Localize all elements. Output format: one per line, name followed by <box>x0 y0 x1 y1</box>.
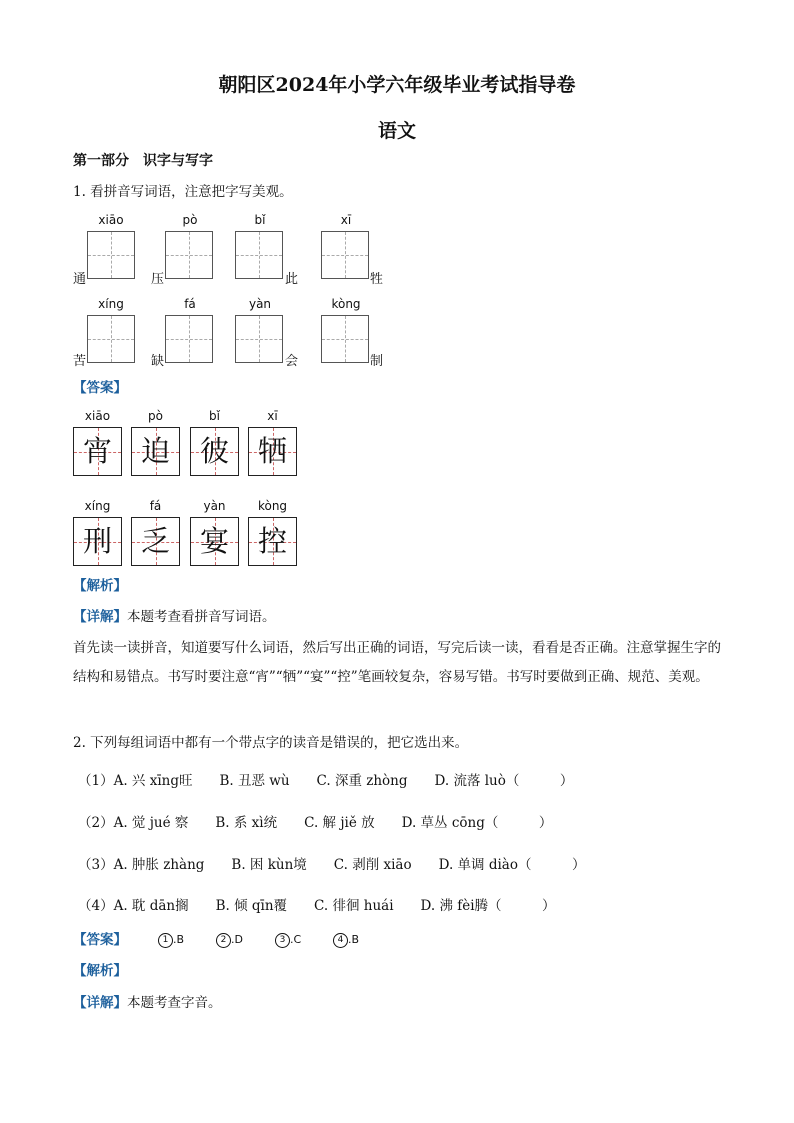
answer-value: .C <box>290 933 302 946</box>
circled-number: 3 <box>275 933 290 948</box>
q2-answer-line <box>73 931 127 949</box>
pinyin-label: bǐ <box>254 213 266 227</box>
answer-char: 彼 <box>199 434 229 468</box>
answer-item <box>158 933 184 948</box>
answer-char: 牺 <box>257 434 287 468</box>
answer-label: 【答案】 <box>73 380 127 396</box>
pinyin-label: yàn <box>248 297 272 311</box>
writing-grid[interactable] <box>165 231 213 279</box>
detail-line <box>73 608 276 626</box>
choice-line: （3）A. 肿胀 zhàng B. 困 kùn境 C. 剥削 xiāo D. 单调 diào（ ） <box>78 857 586 873</box>
answer-grid <box>131 517 180 566</box>
writing-grid[interactable] <box>235 315 283 363</box>
answer-grid <box>190 517 239 566</box>
word-context-char: 压 <box>151 272 165 287</box>
writing-grid[interactable] <box>235 231 283 279</box>
word-context-char: 通 <box>73 272 87 287</box>
answer-grid <box>73 517 122 566</box>
word-context-char: 制 <box>370 354 384 369</box>
pinyin-label: pò <box>182 213 198 227</box>
answer-pinyin: xíng <box>84 499 111 513</box>
answer-label: 【答案】 <box>73 932 127 948</box>
explanation-paragraph: 首先读一读拼音，知道要写什么词语，然后写出正确的词语，写完后读一读，看看是否正确。注意掌握生字的结构和易错点。书写时要注意“宵”“牺”“宴”“控”笔画较复杂，容易写错。书写时要做到正确、规范、美观。 <box>73 640 721 685</box>
answer-grid <box>131 427 180 476</box>
question-1-prompt: 1. 看拼音写词语，注意把字写美观。 <box>73 184 293 200</box>
pinyin-label: xíng <box>98 297 124 311</box>
word-context-char: 缺 <box>151 354 165 369</box>
pinyin-label: xī <box>340 213 352 227</box>
answer-value: .D <box>231 933 243 946</box>
subject-title: 语文 <box>377 120 416 142</box>
writing-grid[interactable] <box>321 231 369 279</box>
pinyin-label: kòng <box>331 297 361 311</box>
circled-number: 2 <box>216 933 231 948</box>
answer-pinyin: bǐ <box>209 409 220 423</box>
detail-text: 本题考查看拼音写词语。 <box>127 609 276 625</box>
choice-line: （2）A. 觉 jué 察 B. 系 xì统 C. 解 jiě 放 D. 草丛 cōng（ ） <box>78 815 553 831</box>
answer-item <box>333 933 359 948</box>
writing-grid[interactable] <box>165 315 213 363</box>
answer-char: 控 <box>257 524 287 558</box>
answer-pinyin: yàn <box>203 499 226 513</box>
answer-grid <box>248 517 297 566</box>
answer-char: 宴 <box>199 524 229 558</box>
answer-grid <box>73 427 122 476</box>
analysis-label: 【解析】 <box>73 578 127 594</box>
answer-item <box>216 933 243 948</box>
detail-label: 【详解】 <box>73 609 127 625</box>
answer-value: .B <box>348 933 360 946</box>
answer-pinyin: xī <box>267 409 278 423</box>
answer-char: 迫 <box>140 434 170 468</box>
answer-value: .B <box>173 933 185 946</box>
circled-number: 1 <box>158 933 173 948</box>
word-context-char: 此 <box>285 272 299 287</box>
choice-line: （4）A. 耽 dān搁 B. 倾 qīn覆 C. 徘徊 huái D. 沸 fèi腾（ ） <box>78 898 556 914</box>
word-context-char: 会 <box>285 354 299 369</box>
pinyin-label: fá <box>184 297 196 311</box>
answer-char: 乏 <box>140 524 170 558</box>
choice-line: （1）A. 兴 xīng旺 B. 丑恶 wù C. 深重 zhòng D. 流落 luò（ ） <box>78 773 574 789</box>
answer-item <box>275 933 301 948</box>
answer-pinyin: kòng <box>257 499 288 513</box>
detail-label: 【详解】 <box>73 995 127 1011</box>
writing-grid[interactable] <box>87 315 135 363</box>
word-context-char: 牲 <box>370 272 384 287</box>
writing-grid[interactable] <box>87 231 135 279</box>
pinyin-label: xiāo <box>98 213 124 227</box>
answer-pinyin: pò <box>148 409 163 423</box>
page-title: 朝阳区2024年小学六年级毕业考试指导卷 <box>218 74 576 96</box>
question-2-prompt: 2. 下列每组词语中都有一个带点字的读音是错误的，把它选出来。 <box>73 735 469 751</box>
circled-number: 4 <box>333 933 348 948</box>
word-context-char: 苦 <box>73 354 87 369</box>
writing-grid[interactable] <box>321 315 369 363</box>
detail-line <box>73 994 222 1012</box>
answer-pinyin: fá <box>149 499 162 513</box>
answer-pinyin: xiāo <box>84 409 111 423</box>
answer-grid <box>190 427 239 476</box>
answer-char: 宵 <box>82 434 112 468</box>
section-heading: 第一部分 识字与写字 <box>73 153 213 169</box>
analysis-label: 【解析】 <box>73 963 127 979</box>
answer-char: 刑 <box>82 524 112 558</box>
answer-grid <box>248 427 297 476</box>
detail-text: 本题考查字音。 <box>127 995 222 1011</box>
